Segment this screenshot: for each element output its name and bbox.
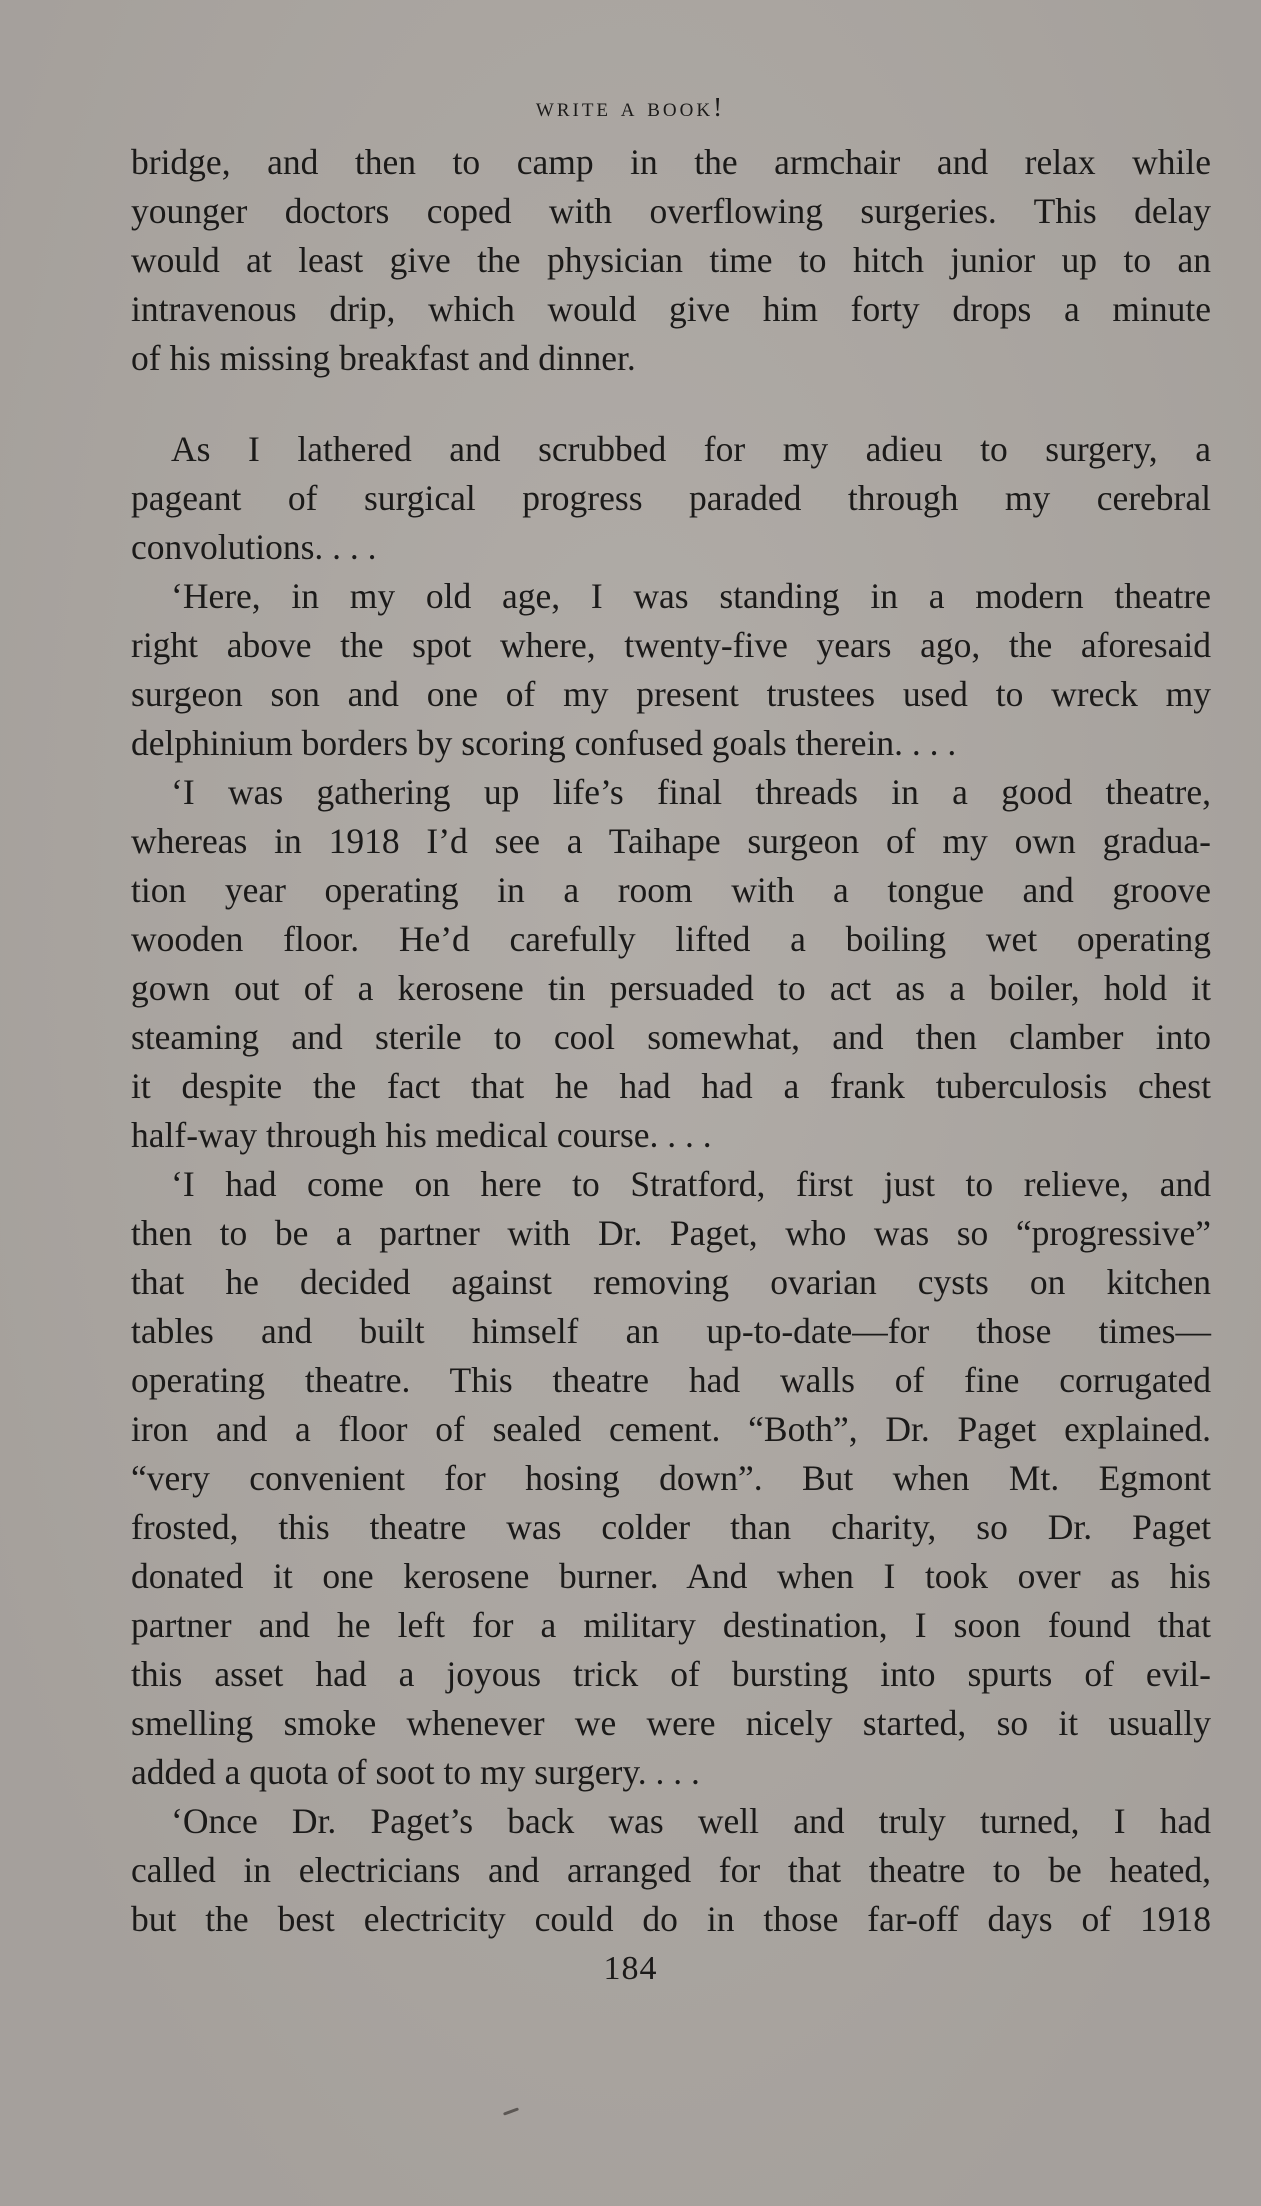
text-line: ‘Once Dr. Paget’s back was well and truly turned, I had [171, 1801, 1211, 1841]
text-line: frosted, this theatre was colder than charity, so Dr. Paget [131, 1507, 1211, 1547]
text-line: this asset had a joyous trick of bursting into spurts of evil- [131, 1654, 1211, 1694]
text-line: gown out of a kerosene tin persuaded to act as a boiler, hold it [131, 968, 1211, 1008]
text-line: then to be a partner with Dr. Paget, who was so “progressive” [131, 1213, 1211, 1253]
running-head: write a book! [535, 92, 726, 122]
section-break [131, 383, 1211, 425]
text-line: added a quota of soot to my surgery. . . . [131, 1752, 700, 1792]
text-line: operating theatre. This theatre had walls of fine corrugated [131, 1360, 1211, 1400]
text-line: “very convenient for hosing down”. But when Mt. Egmont [131, 1458, 1211, 1498]
text-line: tion year operating in a room with a tongue and groove [131, 870, 1211, 910]
text-line: tables and built himself an up-to-date—for those times— [131, 1311, 1211, 1351]
paper-speck [503, 2107, 519, 2115]
text-line: convolutions. . . . [131, 527, 377, 567]
text-line: ‘I had come on here to Stratford, first just to relieve, and [171, 1164, 1211, 1204]
text-line: surgeon son and one of my present trustees used to wreck my [131, 674, 1211, 714]
text-line: it despite the fact that he had had a frank tuberculosis chest [131, 1066, 1211, 1106]
text-line: pageant of surgical progress paraded through my cerebral [131, 478, 1211, 518]
text-line: half-way through his medical course. . . . [131, 1115, 712, 1155]
text-line: called in electricians and arranged for that theatre to be heated, [131, 1850, 1211, 1890]
text-line: iron and a floor of sealed cement. “Both”, Dr. Paget explained. [131, 1409, 1211, 1449]
text-line: donated it one kerosene burner. And when I took over as his [131, 1556, 1211, 1596]
text-line: of his missing breakfast and dinner. [131, 338, 636, 378]
text-line: would at least give the physician time to hitch junior up to an [131, 240, 1211, 280]
text-line: that he decided against removing ovarian cysts on kitchen [131, 1262, 1211, 1302]
text-line: right above the spot where, twenty-five years ago, the aforesaid [131, 625, 1211, 665]
body-text [131, 138, 1211, 1944]
text-line: As I lathered and scrubbed for my adieu to surgery, a [171, 429, 1211, 469]
text-line: younger doctors coped with overflowing surgeries. This delay [131, 191, 1211, 231]
text-line: wooden floor. He’d carefully lifted a boiling wet operating [131, 919, 1211, 959]
page-number: 184 [603, 1950, 658, 1987]
text-line: bridge, and then to camp in the armchair and relax while [131, 142, 1211, 182]
text-line: ‘I was gathering up life’s final threads in a good theatre, [171, 772, 1211, 812]
text-line: whereas in 1918 I’d see a Taihape surgeon of my own gradua- [131, 821, 1211, 861]
text-line: steaming and sterile to cool somewhat, and then clamber into [131, 1017, 1211, 1057]
text-line: partner and he left for a military destination, I soon found that [131, 1605, 1211, 1645]
text-line: delphinium borders by scoring confused goals therein. . . . [131, 723, 957, 763]
text-line: smelling smoke whenever we were nicely started, so it usually [131, 1703, 1211, 1743]
text-line: intravenous drip, which would give him forty drops a minute [131, 289, 1211, 329]
text-line: but the best electricity could do in those far-off days of 1918 [131, 1899, 1211, 1939]
text-line: ‘Here, in my old age, I was standing in a modern theatre [171, 576, 1211, 616]
